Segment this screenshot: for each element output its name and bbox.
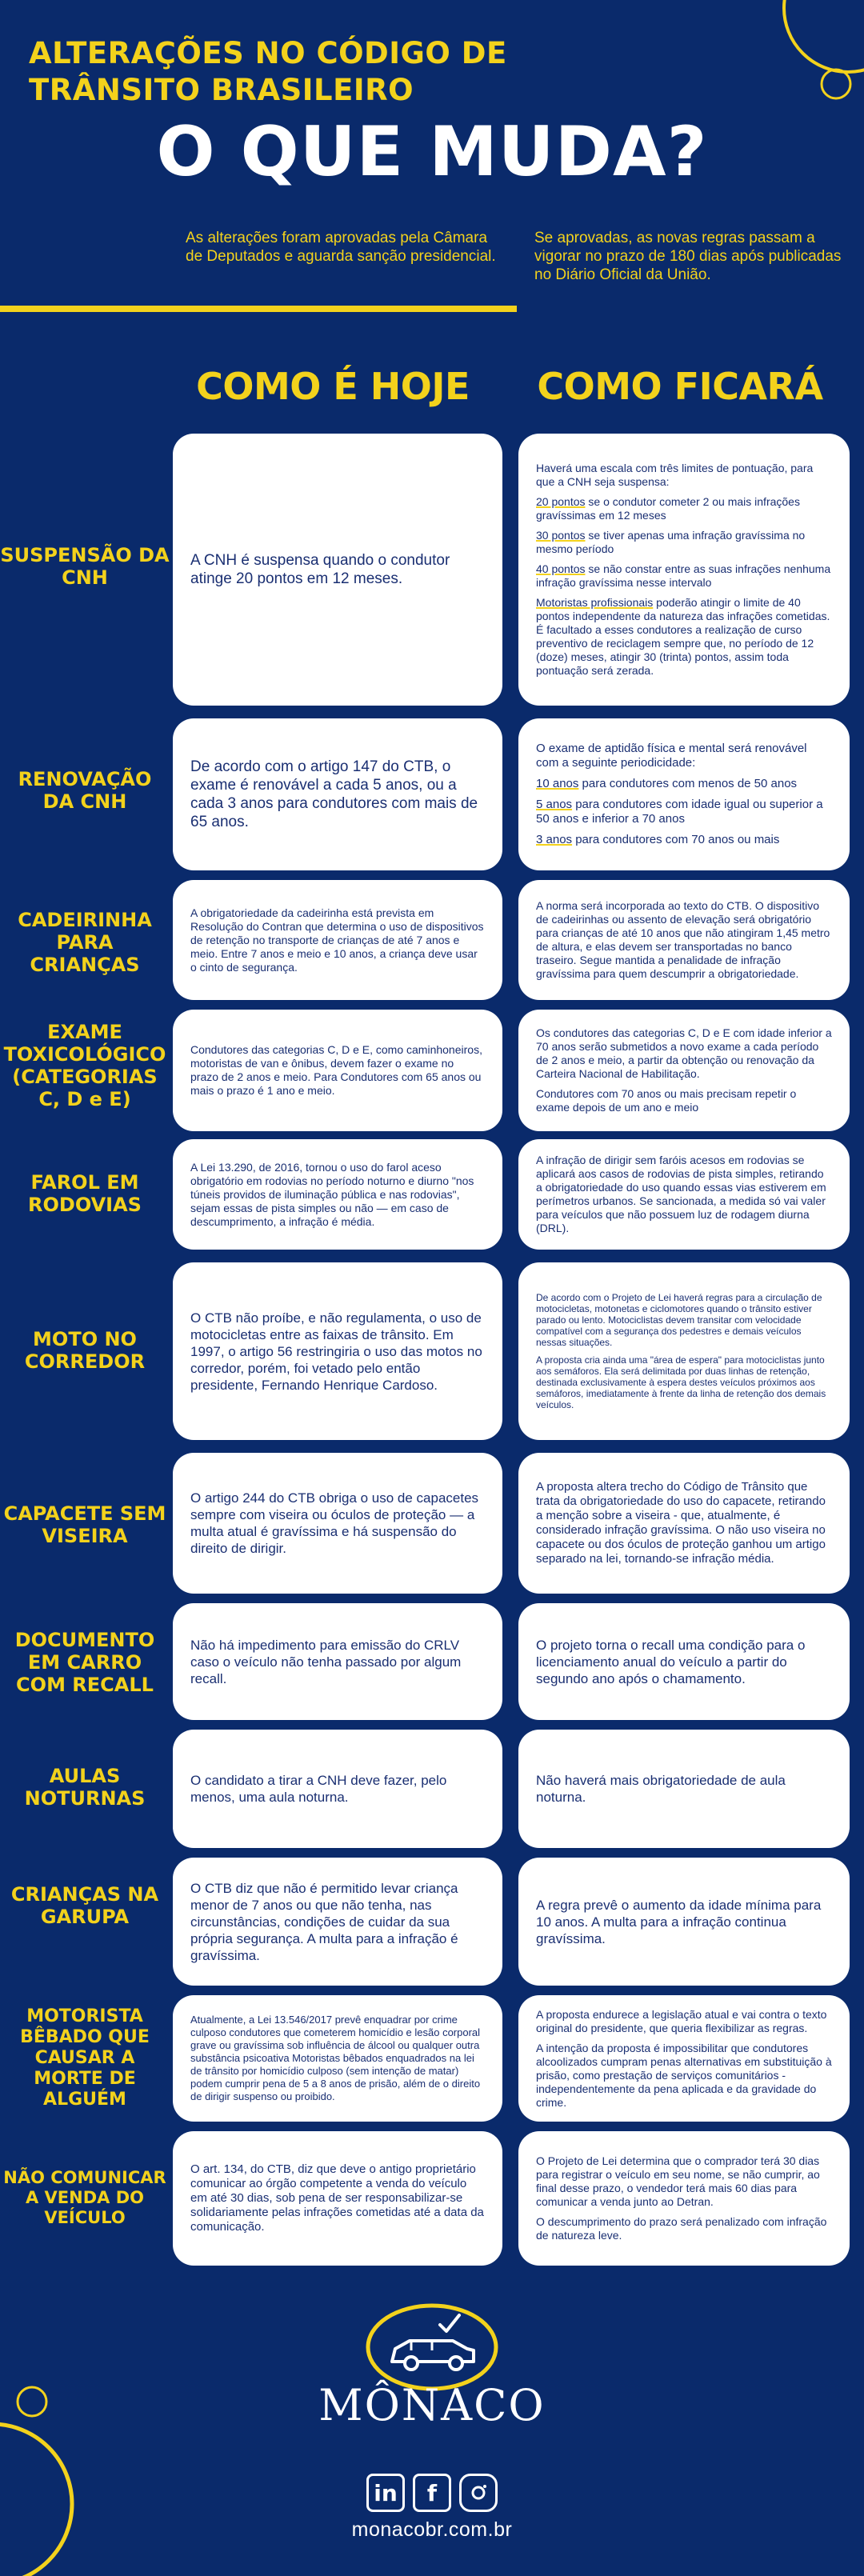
card-text: se não constar entre as suas infrações nenhuma infração gravíssima nesse intervalo (536, 562, 831, 589)
card-text: A proposta endurece a legislação atual e vai contra o texto original do presidente, que queria flexibilizar as regras. (536, 2007, 827, 2034)
highlight-text: 30 pontos (536, 529, 586, 542)
card-ficara-comunicar (518, 2131, 850, 2266)
card-text: O projeto torna o recall uma condição para o licenciamento anual do veículo a partir do segundo ano após o chamamento. (536, 1637, 806, 1686)
card-hoje-criancas (173, 1858, 502, 1986)
card-ficara-cadeirinha (518, 880, 850, 1000)
card-ficara-criancas (518, 1858, 850, 1986)
card-text: A norma será incorporada ao texto do CTB. O dispositivo de cadeirinhas ou assento de elevação será obrigatório para crianças de até 10 anos que não atingiram 1,45 metro de altura, e elas devem ser transportadas no banco traseiro. Segue mantida a penalidade de infração gravíssima para quem descumprir a obrigatoriedade. (536, 899, 830, 980)
card-ficara-moto (518, 1262, 850, 1440)
card-ficara-renovacao (518, 718, 850, 870)
row-label-renovacao: RENOVAÇÃO DA CNH (18, 768, 152, 813)
instagram-icon[interactable] (459, 2474, 498, 2512)
card-text: para condutores com 70 anos ou mais (572, 833, 780, 846)
card-text: O Projeto de Lei determina que o comprador terá 30 dias para registrar o veículo em seu nome, se não cumprir, ao final desse prazo, o vendedor terá mais 60 dias para comunicar a venda junto ao Detran. (536, 2154, 820, 2208)
intro-left-text: As alterações foram aprovadas pela Câmara de Deputados e aguarda sanção presidencial. (186, 230, 496, 265)
row-label-suspensao: SUSPENSÃO DA CNH (0, 544, 170, 589)
card-hoje-exame (173, 1010, 502, 1131)
card-ficara-capacete (518, 1453, 850, 1594)
card-hoje-renovacao (173, 718, 502, 870)
highlight-text: 20 pontos (536, 495, 586, 508)
card-text: O artigo 244 do CTB obriga o uso de capacetes sempre com viseira ou óculos de proteção — a multa atual é gravíssima e há suspensão do direito de dirigir. (190, 1490, 479, 1556)
linkedin-icon[interactable] (366, 2474, 405, 2512)
card-ficara-farol (518, 1139, 850, 1250)
card-hoje-comunicar (173, 2131, 502, 2266)
card-text: para condutores com idade igual ou superior a 50 anos e inferior a 70 anos (536, 798, 823, 826)
header-divider (0, 306, 517, 312)
column-header-ficara: COMO FICARÁ (537, 365, 823, 408)
highlight-text: 3 anos (536, 833, 573, 846)
card-text: se tiver apenas uma infração gravíssima no mesmo período (536, 529, 806, 555)
card-text: Condutores das categorias C, D e E, como caminhoneiros, motoristas de van e ônibus, devem fazer o exame no prazo de 2 anos e meio. Para Condutores com 65 anos ou mais o prazo é 1 ano e meio. (190, 1043, 482, 1097)
card-text: A infração de dirigir sem faróis acesos em rodovias se aplicará aos casos de rodovias de pista simples, retirando a obrigatoriedade do uso quando essas vias estiverem em perímetros urbanos. Se sancionada, a medida só vai valer para veículos que não possuem luz de rodagem diurna (DRL). (536, 1154, 826, 1234)
card-hoje-suspensao (173, 434, 502, 706)
row-label-documento: DOCUMENTO EM CARRO COM RECALL (14, 1629, 155, 1696)
highlight-text: 5 anos (536, 798, 573, 811)
card-text: A proposta cria ainda uma "área de espera" para motociclistas junto aos semáforos. Ela será delimitada por duas linhas de retenção, destinada exclusivamente à espera destes veículos próximos aos semáforos, imediatamente à frente da linha de retenção dos demais veículos. (536, 1354, 826, 1410)
card-text: Haverá uma escala com três limites de pontuação, para que a CNH seja suspensa: (536, 462, 814, 488)
card-text: Condutores com 70 anos ou mais precisam repetir o exame depois de um ano e meio (536, 1087, 797, 1114)
row-label-cadeirinha: CADEIRINHA PARA CRIANÇAS (18, 909, 152, 976)
card-text: O candidato a tirar a CNH deve fazer, pelo menos, uma aula noturna. (190, 1773, 447, 1805)
card-text: O exame de aptidão física e mental será renovável com a seguinte periodicidade: (536, 742, 807, 770)
row-label-exame: EXAME TOXICOLÓGICO (CATEGORIAS C, D e E) (3, 1021, 166, 1110)
card-text: O CTB diz que não é permitido levar criança menor de 7 anos ou que não tenha, nas circunstâncias, condições de cuidar da sua própria segurança. A multa para a infração é gravíssima. (190, 1880, 458, 1963)
facebook-icon[interactable] (413, 2474, 451, 2512)
card-hoje-motorista (173, 1995, 502, 2122)
card-text: Atualmente, a Lei 13.546/2017 prevê enquadrar por crime culposo condutores que cometerem homicídio e lesão corporal grave ou gravíssima sob influência de álcool ou qualquer outra substância psicoativa Motoristas bêbados enquadrados na lei de trânsito por homicídio culposo (sem intenção de matar) podem cumprir pena de 5 a 8 anos de prisão, além de o direito de dirigir suspenso ou proibido. (190, 2014, 481, 2102)
row-label-moto: MOTO NO CORREDOR (24, 1328, 146, 1373)
card-ficara-exame (518, 1010, 850, 1131)
card-hoje-farol (173, 1139, 502, 1250)
card-hoje-moto (173, 1262, 502, 1440)
card-text: Não haverá mais obrigatoriedade de aula noturna. (536, 1773, 786, 1805)
website-link[interactable]: monacobr.com.br (351, 2518, 513, 2541)
card-text: A proposta altera trecho do Código de Trânsito que trata da obrigatoriedade do uso do capacete, retirando a menção sobre a viseira - que, atualmente, é considerado infração gravíssima. O não uso viseira no capacete ou dos óculos de proteção ganhou um artigo separado na lei, tornando-se infração média. (536, 1480, 826, 1566)
row-label-capacete: CAPACETE SEM VISEIRA (3, 1502, 166, 1547)
row-label-comunicar: NÃO COMUNICAR A VENDA DO VEÍCULO (3, 2168, 166, 2227)
facebook-glyph: f (426, 2479, 438, 2506)
card-text: A intenção da proposta é impossibilitar que condutores alcoolizados cumpram penas alternativas em substituição à prisão, como prestação de serviços comunitários - independentemente da pena aplicada e da gravidade do crime. (536, 2041, 832, 2109)
card-text: poderão atingir o limite de 40 pontos independente da natureza das infrações cometidas. É facultado a esses condutores a realização de curso preventivo de reciclagem sempre que, no período de 12 (doze) meses, atingir 30 (trinta) pontos, assim toda pontuação será zerada. (536, 596, 830, 677)
top-right-circles-decoration (760, 0, 864, 128)
highlight-text: 10 anos (536, 777, 579, 790)
intro-right-text: Se aprovadas, as novas regras passam a vigorar no prazo de 180 dias após publicadas no Diário Oficial da União. (534, 230, 842, 283)
card-ficara-motorista (518, 1995, 850, 2122)
card-ficara-suspensao (518, 434, 850, 706)
card-text: O descumprimento do prazo será penalizado com infração de natureza leve. (536, 2215, 827, 2242)
page-title: ALTERAÇÕES NO CÓDIGO DE TRÂNSITO BRASILEIRO (29, 36, 507, 107)
card-ficara-documento (518, 1603, 850, 1720)
linkedin-glyph: in (374, 2479, 398, 2506)
card-text: De acordo com o artigo 147 do CTB, o exame é renovável a cada 5 anos, ou a cada 3 anos para condutores com mais de 65 anos. (190, 758, 478, 830)
highlight-text: Motoristas profissionais (536, 596, 654, 609)
row-label-farol: FAROL EM RODOVIAS (28, 1171, 142, 1216)
card-hoje-documento (173, 1603, 502, 1720)
card-text: A CNH é suspensa quando o condutor atinge 20 pontos em 12 meses. (190, 552, 450, 587)
card-ficara-aulas (518, 1730, 850, 1848)
card-text: De acordo com o Projeto de Lei haverá regras para a circulação de motocicletas, motonetas e ciclomotores quando o trânsito estiver parado ou lento. Motociclistas devem transitar com velocidade compatível com a segurança dos pedestres e demais veículos nessas situações. (536, 1292, 822, 1348)
row-label-motorista: MOTORISTA BÊBADO QUE CAUSAR A MORTE DE ALGUÉM (20, 2006, 150, 2110)
brand-name: MÔNACO (318, 2380, 546, 2430)
card-text: O art. 134, do CTB, diz que deve o antigo proprietário comunicar ao órgão competente a venda do veículo em até 30 dias, sob pena de ser responsabilizar-se solidariamente pelas infrações cometidas até a data da comunicação. (190, 2162, 484, 2234)
card-text: O CTB não proíbe, e não regulamenta, o uso de motocicletas entre as faixas de trânsito. Em 1997, o artigo 56 restringiria o uso das motos no corredor, porém, foi vetado pelo então presidente, Fernando Henrique Cardoso. (190, 1310, 482, 1393)
row-label-aulas: AULAS NOTURNAS (24, 1765, 146, 1810)
card-text: A obrigatoriedade da cadeirinha está prevista em Resolução do Contran que determina o uso de dispositivos de retenção no transporte de crianças de até 7 anos e meio. Entre 7 anos e meio e 10 anos, a criança deve usar o cinto de segurança. (190, 906, 484, 974)
card-text: para condutores com menos de 50 anos (578, 777, 798, 790)
card-text: Os condutores das categorias C, D e E com idade inferior a 70 anos serão submetidos a novo exame a cada período de 2 anos e meio, a partir da obtenção ou renovação da Carteira Nacional de Habilitação. (536, 1026, 832, 1080)
card-text: Não há impedimento para emissão do CRLV caso o veículo não tenha passado por algum recall. (190, 1637, 462, 1686)
card-text: A Lei 13.290, de 2016, tornou o uso do farol aceso obrigatório em rodovias no período noturno e diurno "nos túneis providos de iluminação pública e nas rodovias", sejam essas de pista simples ou não — em caso de descumprimento, a infração é média. (190, 1160, 474, 1228)
card-text: se o condutor cometer 2 ou mais infrações gravíssimas em 12 meses (536, 495, 800, 522)
page-headline: O QUE MUDA? (156, 112, 708, 192)
row-label-criancas: CRIANÇAS NA GARUPA (10, 1883, 159, 1928)
card-text: A regra prevê o aumento da idade mínima para 10 anos. A multa para a infração continua gravíssima. (536, 1897, 822, 1946)
highlight-text: 40 pontos (536, 562, 586, 575)
card-hoje-capacete (173, 1453, 502, 1594)
car-logo-icon (363, 2298, 501, 2394)
card-hoje-cadeirinha (173, 880, 502, 1000)
column-header-hoje: COMO É HOJE (196, 365, 470, 408)
card-hoje-aulas (173, 1730, 502, 1848)
